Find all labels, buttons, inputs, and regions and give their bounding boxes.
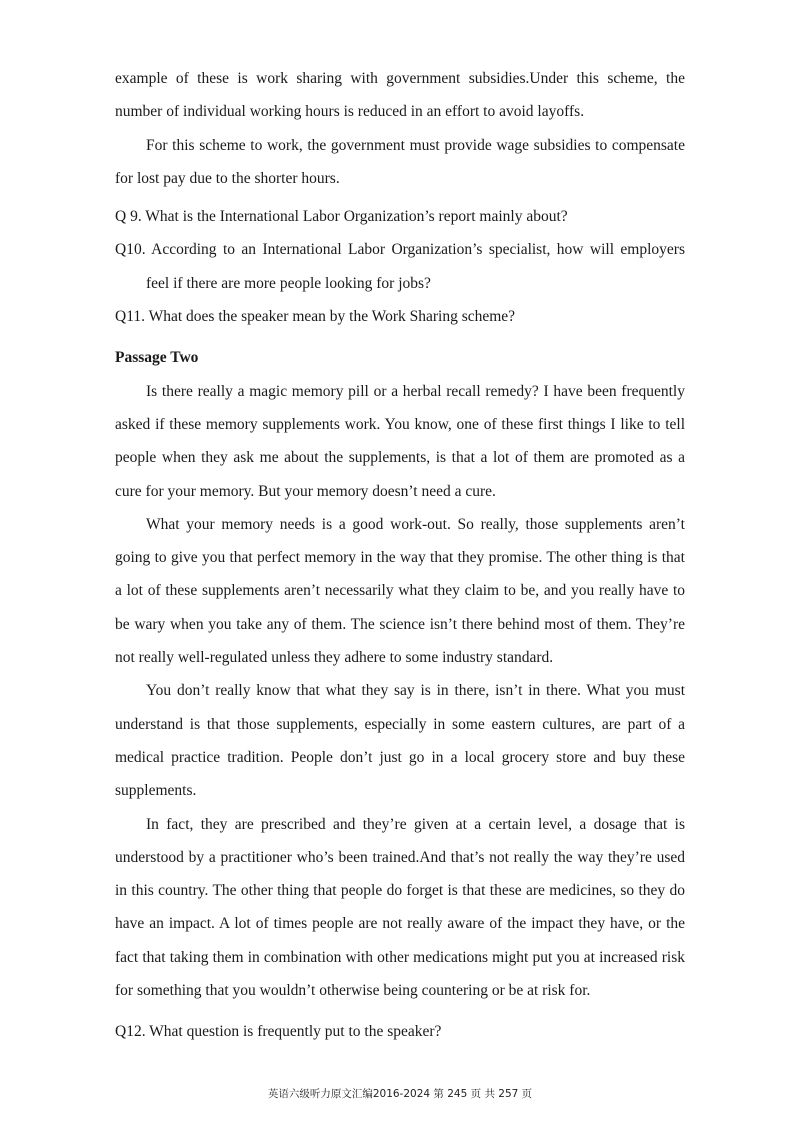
passage-one-paragraph: example of these is work sharing with government subsidies.Under this scheme, the number of individual working hours is reduced in an effort to avoid layoffs. xyxy=(115,70,685,121)
question-q10: Q10. According to an International Labor Organization’s specialist, how will employers feel if there are more people looking for jobs? xyxy=(115,241,685,292)
passage-two-paragraph: Is there really a magic memory pill or a herbal recall remedy? I have been frequently asked if these memory supplements work. You know, one of these first things I like to tell people when they ask me about the supplements, is that a lot of them are promoted as a cure for your memory. But your memory doesn’t need a cure. xyxy=(115,382,685,500)
question-q9: Q 9. What is the International Labor Organization’s report mainly about? xyxy=(115,208,568,226)
passage-heading: Passage Two xyxy=(115,349,199,367)
page-footer: 英语六级听力原文汇编2016-2024 第 245 页 共 257 页 xyxy=(267,1088,533,1100)
passage-two-paragraph: You don’t really know that what they say is in there, isn’t in there. What you must understand is that those supplements, especially in some eastern cultures, are part of a medical practice tradition. People don’t just go in a local grocery store and buy these supplements. xyxy=(115,682,685,800)
question-list xyxy=(115,200,685,333)
passage-two-paragraph: What your memory needs is a good work-out. So really, those supplements aren’t going to give you that perfect memory in the way that they promise. The other thing is that a lot of these supplements aren’t necessarily what they claim to be, and you really have to be wary when you take any of them. The science isn’t there behind most of them. They’re not really well-regulated unless they adhere to some industry standard. xyxy=(115,515,685,667)
document-page xyxy=(115,62,685,1049)
question-q11: Q11. What does the speaker mean by the Work Sharing scheme? xyxy=(115,308,516,326)
passage-two-paragraph: In fact, they are prescribed and they’re given at a certain level, a dosage that is understood by a practitioner who’s been trained.And that’s not really the way they’re used in this country. The other thing that people do forget is that these are medicines, so they do have an impact. A lot of times people are not really aware of the impact they have, or the fact that taking them in combination with other medications might put you at increased risk for something that you wouldn’t otherwise being countering or be at risk for. xyxy=(115,815,685,1000)
question-q12: Q12. What question is frequently put to the speaker? xyxy=(115,1023,442,1041)
passage-one-paragraph: For this scheme to work, the government must provide wage subsidies to compensate for lost pay due to the shorter hours. xyxy=(115,136,685,187)
